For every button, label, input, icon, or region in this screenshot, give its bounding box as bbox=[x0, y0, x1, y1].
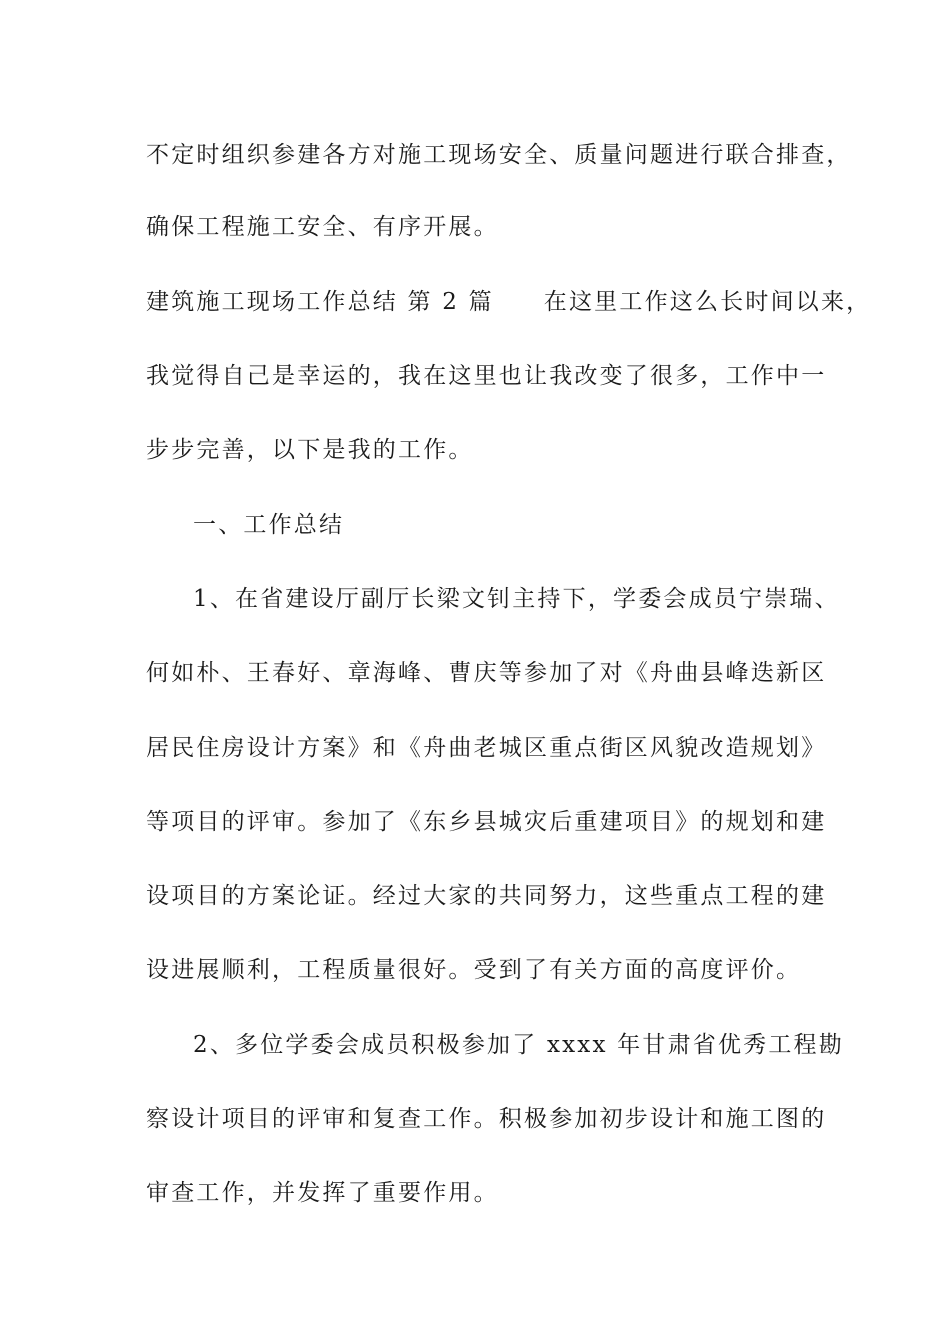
paragraph-line: 不定时组织参建各方对施工现场安全、质量问题进行联合排查， bbox=[146, 142, 852, 168]
paragraph-line: 1、在省建设厅副厅长梁文钊主持下，学委会成员宁崇瑞、 bbox=[193, 586, 840, 612]
paragraph-line: 确保工程施工安全、有序开展。 bbox=[146, 214, 499, 240]
paragraph-line: 在这里工作这么长时间以来， bbox=[543, 289, 872, 315]
paragraph-line: 我觉得自己是幸运的，我在这里也让我改变了很多，工作中一 bbox=[146, 363, 827, 389]
paragraph-line: 2、多位学委会成员积极参加了 xxxx 年甘肃省优秀工程勘 bbox=[193, 1032, 844, 1058]
paragraph-line: 等项目的评审。参加了《东乡县城灾后重建项目》的规划和建 bbox=[146, 809, 827, 835]
subsection-heading: 一、工作总结 bbox=[193, 512, 345, 538]
paragraph-line: 设项目的方案论证。经过大家的共同努力，这些重点工程的建 bbox=[146, 883, 827, 909]
section-title: 建筑施工现场工作总结 bbox=[146, 289, 398, 315]
paragraph-line: 何如朴、王春好、章海峰、曹庆等参加了对《舟曲县峰迭新区 bbox=[146, 660, 827, 686]
section-heading-line bbox=[146, 287, 871, 317]
section-part-number: 第 2 篇 bbox=[407, 289, 494, 315]
paragraph-line: 审查工作，并发挥了重要作用。 bbox=[146, 1180, 499, 1206]
paragraph-line: 居民住房设计方案》和《舟曲老城区重点街区风貌改造规划》 bbox=[146, 735, 827, 761]
paragraph-line: 步步完善，以下是我的工作。 bbox=[146, 437, 474, 463]
paragraph-line: 察设计项目的评审和复查工作。积极参加初步设计和施工图的 bbox=[146, 1106, 827, 1132]
paragraph-line: 设进展顺利，工程质量很好。受到了有关方面的高度评价。 bbox=[146, 957, 802, 983]
